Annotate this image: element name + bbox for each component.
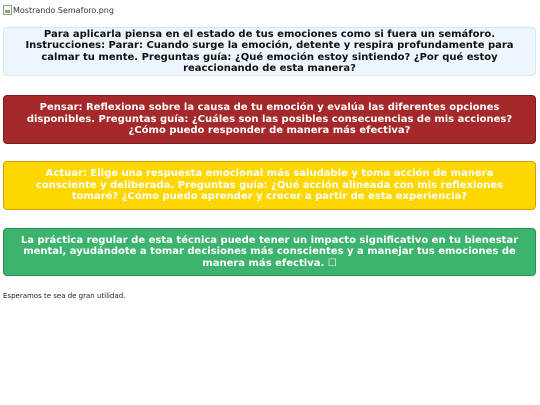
intro-instructions-box bbox=[3, 27, 536, 76]
think-step-text: Pensar: Reflexiona sobre la causa de tu emoción y evalúa las diferentes opciones disponibles. Preguntas guía: ¿Cuáles son las posibles consecuencias de mis acciones? ¿Cómo puedo responder de manera más efectiva? bbox=[26, 102, 513, 137]
act-step-text: Actuar: Elige una respuesta emocional más saludable y toma acción de manera consciente y deliberada. Preguntas guía: ¿Qué acción alineada con mis reflexiones tomaré? ¿Cómo puedo aprender y crecer a partir de esta experiencia? bbox=[35, 168, 504, 203]
practice-box bbox=[3, 228, 536, 276]
act-step-box bbox=[3, 161, 536, 210]
broken-image-icon bbox=[3, 5, 12, 15]
think-step-box bbox=[3, 95, 536, 144]
intro-instructions-text: Para aplicarla piensa en el estado de tus emociones como si fuera un semáforo. Instrucciones: Parar: Cuando surge la emoción, detente y respira profundamente para calmar tu mente. Preguntas guía: ¿Qué emoción estoy sintiendo? ¿Por qué estoy reaccionando de esta manera? bbox=[25, 28, 514, 74]
practice-text: La práctica regular de esta técnica puede tener un impacto significativo en tu bienestar mental, ayudándote a tomar decisiones más conscientes y a manejar tus emociones de manera más efectiva. ☐ bbox=[20, 234, 519, 269]
image-alt-text: Mostrando Semaforo.png bbox=[13, 5, 114, 15]
closing-message: Esperamos te sea de gran utilidad. bbox=[3, 292, 126, 300]
semaforo-image bbox=[3, 3, 114, 17]
